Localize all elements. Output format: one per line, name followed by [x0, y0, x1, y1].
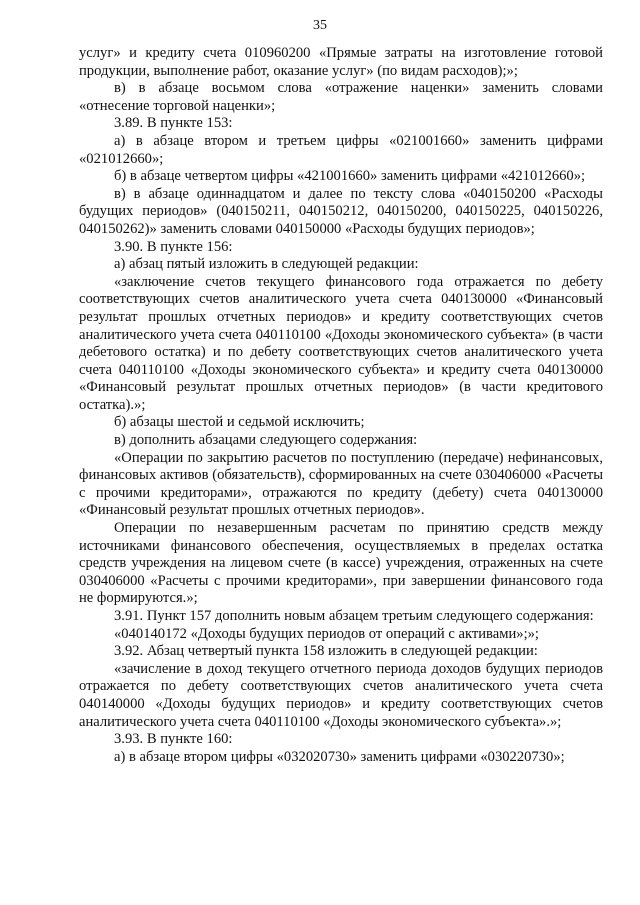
paragraph-amendment-b: б) абзацы шестой и седьмой исключить;	[114, 414, 365, 431]
paragraph-amendment-a: а) в абзаце втором и третьем цифры «021001660» заменить цифрами «021012660»;	[79, 132, 603, 167]
paragraph-quoted-text: «Операции по закрытию расчетов по поступлению (передаче) нефинансовых, финансовых активов (обязательств), сформированных на счете 030406000 «Расчеты с прочими кредиторами», отражаются по кредиту (дебету) счета 040130000 «Финансовый результат прошлых отчетных периодов».	[79, 449, 603, 519]
section-heading-3-90: 3.90. В пункте 156:	[114, 238, 233, 255]
page-number: 35	[313, 18, 327, 33]
paragraph-amendment-v: в) в абзаце одиннадцатом и далее по тексту слова «040150200 «Расходы будущих периодов» (040150211, 040150212, 040150200, 040150225, 040150226, 040150262)» заменить словами 040150000 «Расходы будущих периодов»;	[79, 185, 603, 237]
section-heading-3-89: 3.89. В пункте 153:	[114, 115, 233, 132]
paragraph-quoted-text: Операции по незавершенным расчетам по принятию средств между источниками финансового обеспечения, осуществляемых в пределах остатка средств учреждения на лицевом счете (в кассе) учреждения, отраженных на счете 030406000 «Расчеты с прочими кредиторами», при завершении финансового года не формируются.»;	[79, 520, 603, 607]
paragraph-continuation: услуг» и кредиту счета 010960200 «Прямые затраты на изготовление готовой продукции, выполнение работ, оказание услуг» (по видам расходов);»;	[79, 45, 603, 79]
section-heading-3-91: 3.91. Пункт 157 дополнить новым абзацем третьим следующего содержания:	[114, 608, 594, 624]
paragraph-amendment-v: в) дополнить абзацами следующего содержания:	[114, 432, 418, 449]
section-heading-3-92: 3.92. Абзац четвертый пункта 158 изложить в следующей редакции:	[114, 643, 538, 660]
paragraph-quoted-text: «заключение счетов текущего финансового года отражается по дебету соответствующих счетов аналитического учета счета 040130000 «Финансовый результат прошлых отчетных периодов» и кредиту соответствующих счетов аналитического учета счета 040110100 «Доходы экономического субъекта» (в части дебетового остатка) и по дебету соответствующих счетов аналитического учета счета 040110100 «Доходы экономического субъекта» и кредиту счета 040130000 «Финансовый результат прошлых отчетных периодов» (в части кредитового остатка).»;	[79, 273, 603, 413]
document-body	[79, 45, 603, 766]
paragraph-quoted-text: «040140172 «Доходы будущих периодов от операций с активами»;»;	[114, 625, 539, 642]
section-heading-3-93: 3.93. В пункте 160:	[114, 731, 233, 748]
paragraph-amendment-a: а) в абзаце втором цифры «032020730» заменить цифрами «030220730»;	[114, 748, 565, 765]
paragraph-amendment-a: а) абзац пятый изложить в следующей редакции:	[114, 256, 419, 273]
paragraph-amendment-b: б) в абзаце четвертом цифры «421001660» заменить цифрами «421012660»;	[114, 168, 586, 185]
paragraph-quoted-text: «зачисление в доход текущего отчетного периода доходов будущих периодов отражается по дебету соответствующих счетов аналитического учета счета 040140000 «Доходы будущих периодов» и кредиту соответствующих счетов аналитического учета счета 040110100 «Доходы экономического субъекта».»;	[79, 660, 603, 730]
paragraph-amendment-v: в) в абзаце восьмом слова «отражение наценки» заменить словами «отнесение торговой наценки»;	[79, 80, 603, 114]
